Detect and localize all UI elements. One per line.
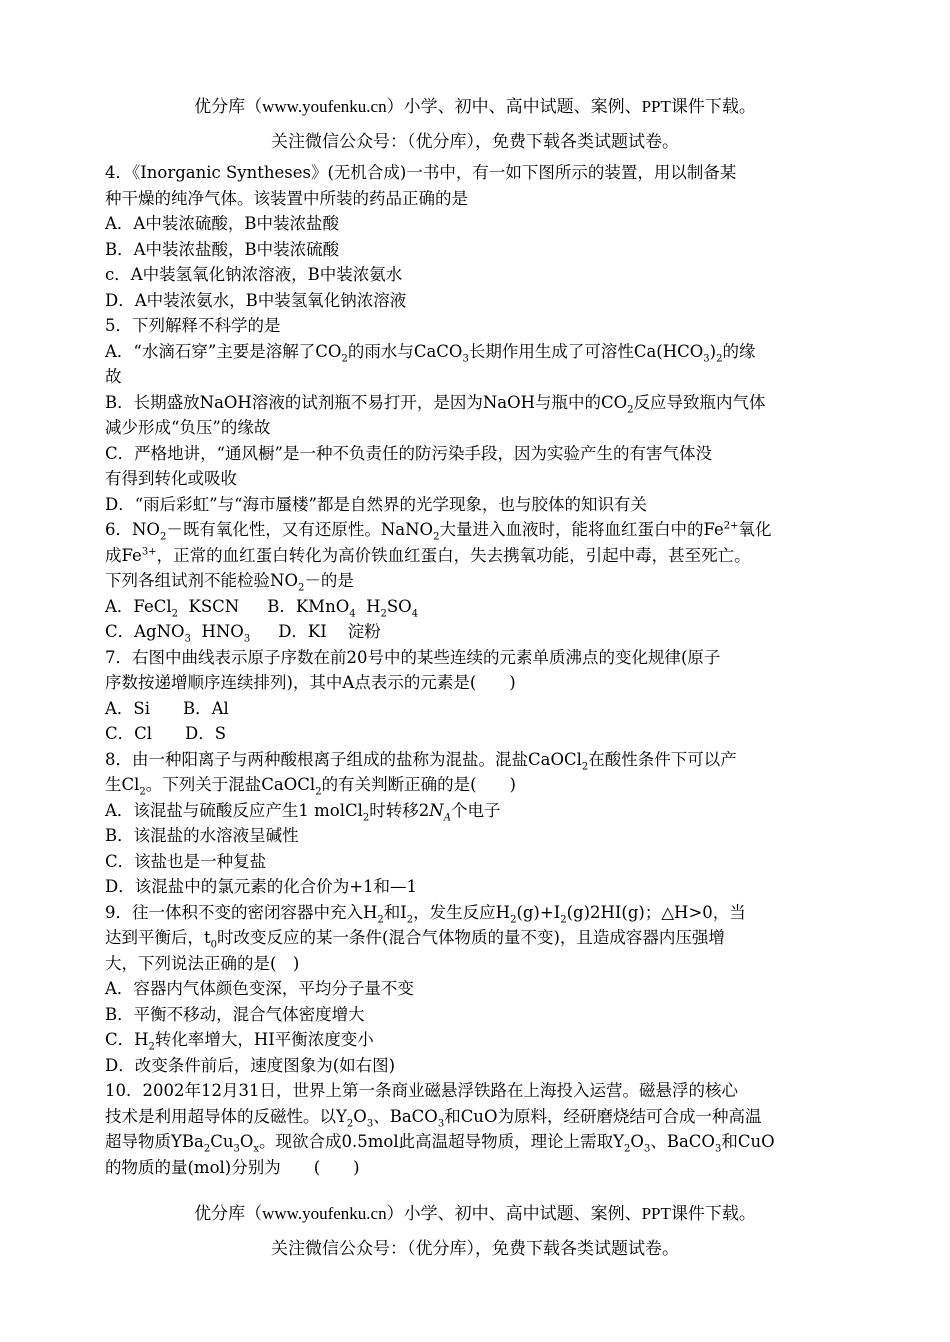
q4-option-b: B．A中装浓盐酸，B中装浓硫酸 bbox=[105, 239, 340, 259]
document-body bbox=[105, 160, 847, 1180]
q8-option-d: D．该混盐中的氯元素的化合价为+1和—1 bbox=[105, 877, 418, 896]
q10-stem-line3: 超导物质$YBa_2Cu_3O_x$。现欲合成0.5mol此高温超导物质，理论上需取$Y_2O_3$、BaCO$_3$和CuO bbox=[105, 1132, 775, 1155]
q4-option-c: c．A中装氢氧化钠浓溶液，B中装浓氨水 bbox=[105, 265, 403, 284]
q5-option-a-line1: A．“水滴石穿”主要是溶解了$CO_2$的雨水与CaCO$_3$长期作用生成了可溶性$Ca(HCO_3)_2$的缘 bbox=[105, 341, 756, 364]
q5-option-b-line1: B．长期盛放NaOH溶液的试剂瓶不易打开，是因为NaOH与瓶中的$CO_2$反应导致瓶内气体 bbox=[105, 392, 766, 415]
q5-option-c-line2: 有得到转化或吸收 bbox=[105, 469, 237, 488]
q10-stem-line2: 技术是利用超导体的反磁性。以$Y_2O_3$、BaCO$_3$和CuO为原料，经研磨烧结可合成一种高温 bbox=[105, 1106, 762, 1129]
q8-option-b: B．该混盐的水溶液呈碱性 bbox=[105, 826, 299, 845]
q6-stem-line2: 成$Fe^{3+}$，正常的血红蛋白转化为高价铁血红蛋白，失去携氧功能，引起中毒，甚至死亡。 bbox=[105, 545, 751, 565]
q9-stem-line1: 9．往一体积不变的密闭容器中充入$H_2$和$I_2$，发生反应$H_2(g)+I_2(g)2HI(g)$；△H>0，当 bbox=[105, 902, 746, 925]
q5-option-c-line1: C．严格地讲，“通风橱”是一种不负责任的防污染手段，因为实验产生的有害气体没 bbox=[105, 443, 712, 463]
q10-stem-line1: 10．2002年12月31日，世界上第一条商业磁悬浮铁路在上海投入运营。磁悬浮的核心 bbox=[105, 1081, 738, 1100]
q6-options-ab: A．FeCl$_2$ KSCN B．KMnO$_4$ $H_2SO_4$ bbox=[105, 596, 419, 619]
q4-stem-line2: 种干燥的纯净气体。该装置中所装的药品正确的是 bbox=[105, 188, 468, 208]
q9-stem-line2: 达到平衡后，$t_0$时改变反应的某一条件(混合气体物质的量不变)，且造成容器内压强增 bbox=[105, 928, 725, 951]
q6-options-cd: C．AgNO$_3$ $HNO_3$ D．KI 淀粉 bbox=[105, 622, 381, 645]
q8-option-c: C．该盐也是一种复盐 bbox=[105, 851, 267, 871]
q7-options-cd: C．Cl D．S bbox=[105, 724, 227, 743]
q7-stem-line2: 序数按递增顺序连续排列)，其中A点表示的元素是( ) bbox=[105, 673, 516, 692]
q9-option-d: D．改变条件前后，速度图象为(如右图) bbox=[105, 1055, 396, 1075]
q9-option-b: B．平衡不移动，混合气体密度增大 bbox=[105, 1004, 365, 1024]
q10-stem-line4: 的物质的量(mol)分别为 ( ) bbox=[105, 1157, 360, 1177]
q4-option-d: D．A中装浓氨水，B中装氢氧化钠浓溶液 bbox=[105, 290, 407, 310]
q8-option-a: A．该混盐与硫酸反应产生1 molCl$_2$时转移$2N_A$个电子 bbox=[105, 800, 501, 823]
q8-stem-line1: 8．由一种阳离子与两种酸根离子组成的盐称为混盐。混盐CaOCl$_2$在酸性条件下可以产 bbox=[105, 749, 737, 772]
q9-stem-line3: 大，下列说法正确的是( ) bbox=[105, 953, 300, 973]
page-footer-line1: 优分库（www.youfenku.cn）小学、初中、高中试题、案例、PPT课件下载。 bbox=[194, 1204, 756, 1223]
q9-option-a: A．容器内气体颜色变深，平均分子量不变 bbox=[105, 979, 414, 998]
q5-option-b-line2: 减少形成“负压”的缘故 bbox=[105, 418, 271, 437]
q5-stem: 5．下列解释不科学的是 bbox=[105, 316, 281, 335]
q9-option-c: C．$H_2$转化率增大，HI平衡浓度变小 bbox=[105, 1030, 374, 1053]
q6-stem-line1: 6．$NO_2-$既有氧化性，又有还原性。NaNO$_2$大量进入血液时，能将血红蛋白中的$Fe^{2+}$氧化 bbox=[105, 520, 772, 543]
q5-option-a-line2: 故 bbox=[105, 367, 122, 386]
q5-option-d: D．“雨后彩虹”与“海市蜃楼”都是自然界的光学现象，也与胶体的知识有关 bbox=[105, 494, 647, 514]
page-footer-line2: 关注微信公众号：（优分库），免费下载各类试题试卷。 bbox=[271, 1239, 679, 1258]
page-header-line2: 关注微信公众号：（优分库），免费下载各类试题试卷。 bbox=[271, 132, 679, 151]
q4-option-a: A．A中装浓硫酸，B中装浓盐酸 bbox=[105, 214, 339, 233]
q6-stem-line3: 下列各组试剂不能检验$NO_2-$的是 bbox=[105, 571, 354, 594]
q8-stem-line2: 生$Cl_2$。下列关于混盐CaOCl$_2$的有关判断正确的是( ) bbox=[105, 775, 516, 798]
q7-options-ab: A．Si B．Al bbox=[105, 698, 229, 718]
page-header-line1: 优分库（www.youfenku.cn）小学、初中、高中试题、案例、PPT课件下载。 bbox=[194, 97, 756, 116]
q4-stem-line1: 4．《Inorganic Syntheses》(无机合成)一书中，有一如下图所示的装置，用以制备某 bbox=[105, 163, 737, 182]
q7-stem-line1: 7．右图中曲线表示原子序数在前20号中的某些连续的元素单质沸点的变化规律(原子 bbox=[105, 647, 721, 667]
